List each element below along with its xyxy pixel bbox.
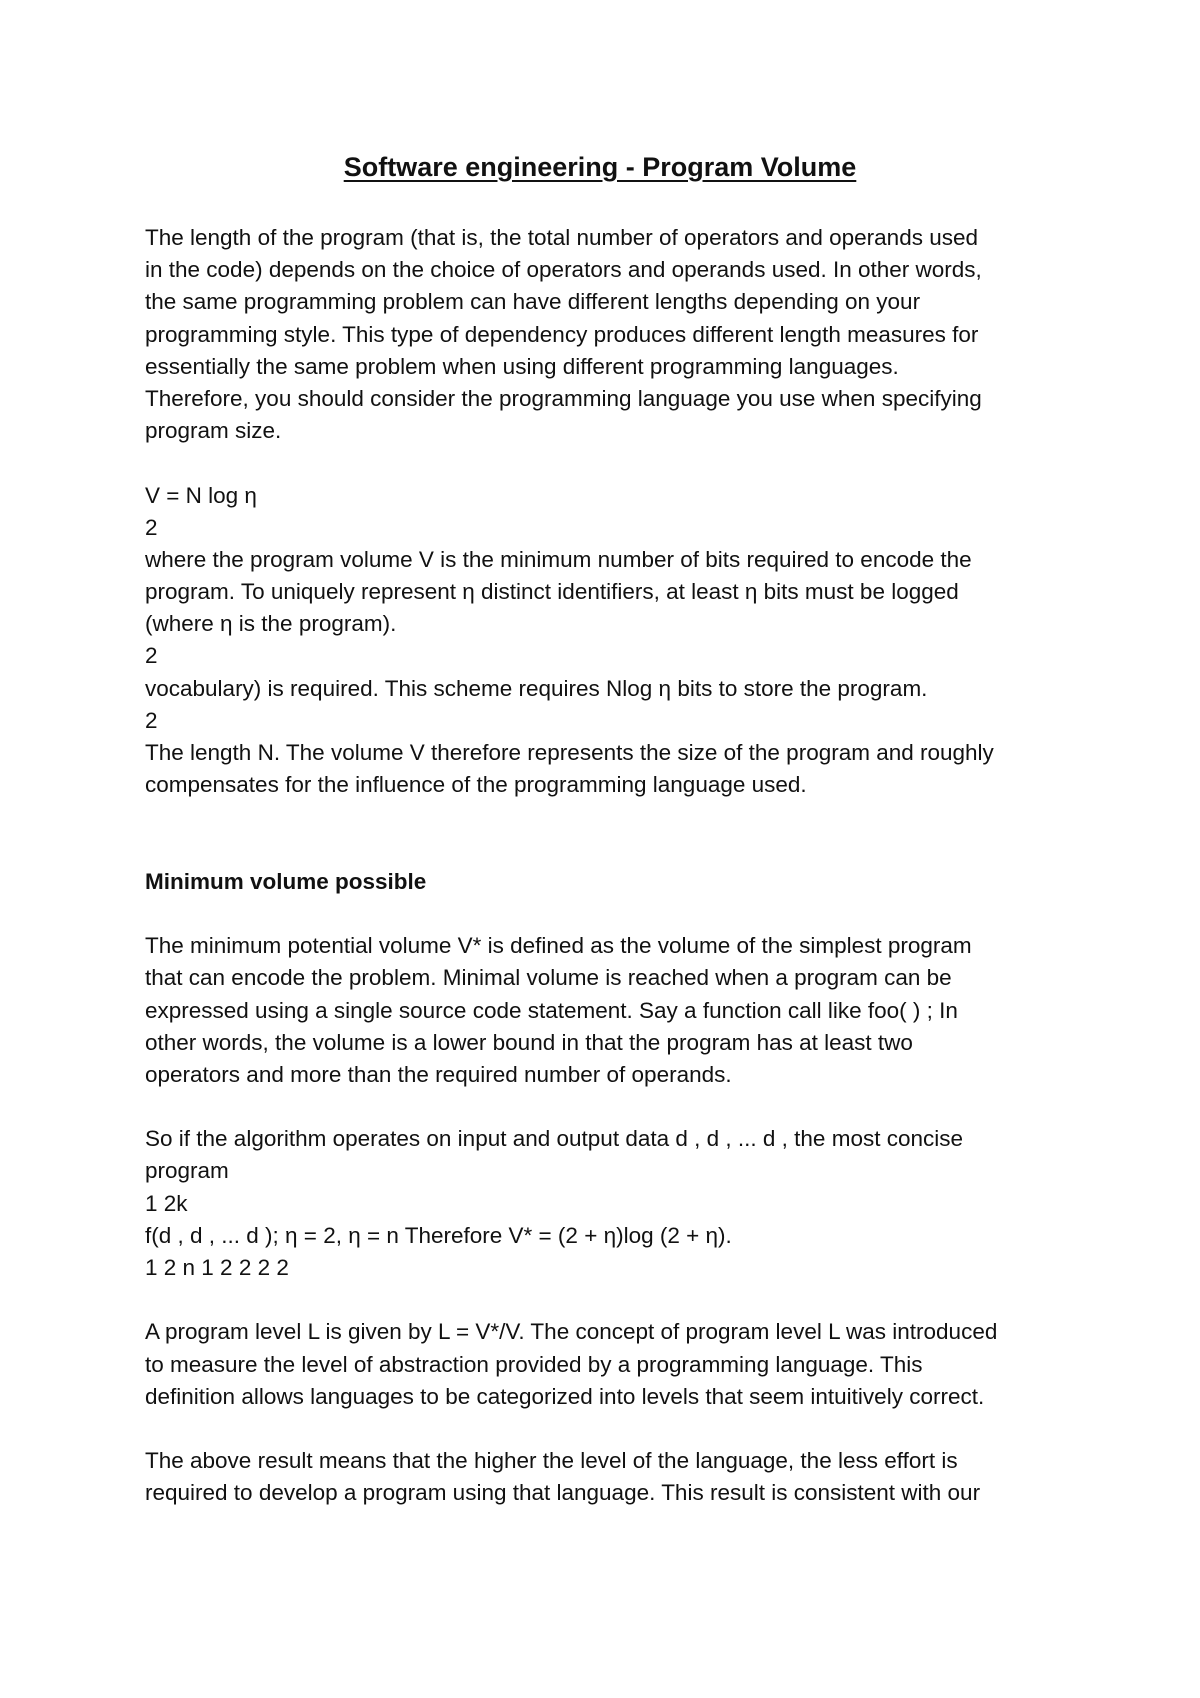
minimum-volume-paragraph [145, 930, 1085, 1091]
paragraph-spacer [145, 898, 1085, 930]
paragraph-line: expressed using a single source code statement. Say a function call like foo( ) ; In [145, 997, 958, 1023]
subscript-line: 2 [145, 514, 158, 540]
subscript-line: 2 [145, 707, 158, 733]
paragraph-line: definition allows languages to be categorized into levels that seem intuitively correct. [145, 1383, 985, 1409]
paragraph-spacer [145, 801, 1085, 833]
paragraph-line: other words, the volume is a lower bound in that the program has at least two [145, 1029, 913, 1055]
paragraph-spacer [145, 834, 1085, 866]
section-heading: Minimum volume possible [145, 868, 427, 894]
paragraph-line: The length N. The volume V therefore represents the size of the program and roughly [145, 740, 994, 765]
paragraph-line: where the program volume V is the minimum number of bits required to encode the [145, 546, 972, 572]
paragraph-line: the same programming problem can have different lengths depending on your [145, 289, 921, 315]
page-title: Software engineering - Program Volume [343, 152, 857, 182]
paragraph-line: A program level L is given by L = V*/V. The concept of program level L was introduced [145, 1319, 998, 1345]
result-paragraph [145, 1445, 1085, 1509]
paragraph-line: program. To uniquely represent η distinct identifiers, at least η bits must be logged [145, 579, 959, 605]
subscript-line: 2 [145, 643, 158, 669]
paragraph-line: (where η is the program). [145, 611, 397, 637]
paragraph-line: So if the algorithm operates on input and output data d , d , ... d , the most concise [145, 1126, 963, 1152]
paragraph-line: The minimum potential volume V* is defined as the volume of the simplest program [145, 933, 972, 959]
paragraph-line: program [145, 1158, 229, 1184]
paragraph-line: The length of the program (that is, the total number of operators and operands used [145, 225, 979, 250]
program-level-paragraph [145, 1316, 1085, 1413]
paragraph-line: in the code) depends on the choice of operators and operands used. In other words, [145, 257, 982, 283]
paragraph-spacer [145, 1284, 1085, 1316]
paragraph-line: required to develop a program using that language. This result is consistent with our [145, 1480, 981, 1506]
paragraph-line: essentially the same problem when using different programming languages. [145, 353, 899, 379]
intro-paragraph [145, 222, 1085, 447]
algorithm-paragraph [145, 1123, 1085, 1284]
paragraph-spacer [145, 1413, 1085, 1445]
paragraph-spacer [145, 447, 1085, 479]
paragraph-line: vocabulary) is required. This scheme requires Nlog η bits to store the program. [145, 675, 928, 701]
subscript-line: 1 2 n 1 2 2 2 2 [145, 1255, 289, 1280]
paragraph-line: that can encode the problem. Minimal volume is reached when a program can be [145, 965, 952, 991]
paragraph-line: program size. [145, 418, 282, 444]
paragraph-line: Therefore, you should consider the programming language you use when specifying [145, 385, 982, 411]
formula-line: V = N log η [145, 482, 257, 508]
paragraph-line: programming style. This type of dependency produces different length measures for [145, 321, 979, 347]
paragraph-line: compensates for the influence of the programming language used. [145, 772, 807, 798]
document-body [145, 222, 1085, 1510]
paragraph-line: operators and more than the required number of operands. [145, 1061, 732, 1087]
paragraph-line: The above result means that the higher the level of the language, the less effort is [145, 1448, 958, 1474]
volume-formula-paragraph [145, 480, 1085, 802]
formula-line: f(d , d , ... d ); η = 2, η = n Therefore V* = (2 + η)log (2 + η). [145, 1222, 732, 1248]
subscript-line: 1 2k [145, 1190, 188, 1216]
paragraph-line: to measure the level of abstraction provided by a programming language. This [145, 1351, 923, 1377]
paragraph-spacer [145, 1091, 1085, 1123]
